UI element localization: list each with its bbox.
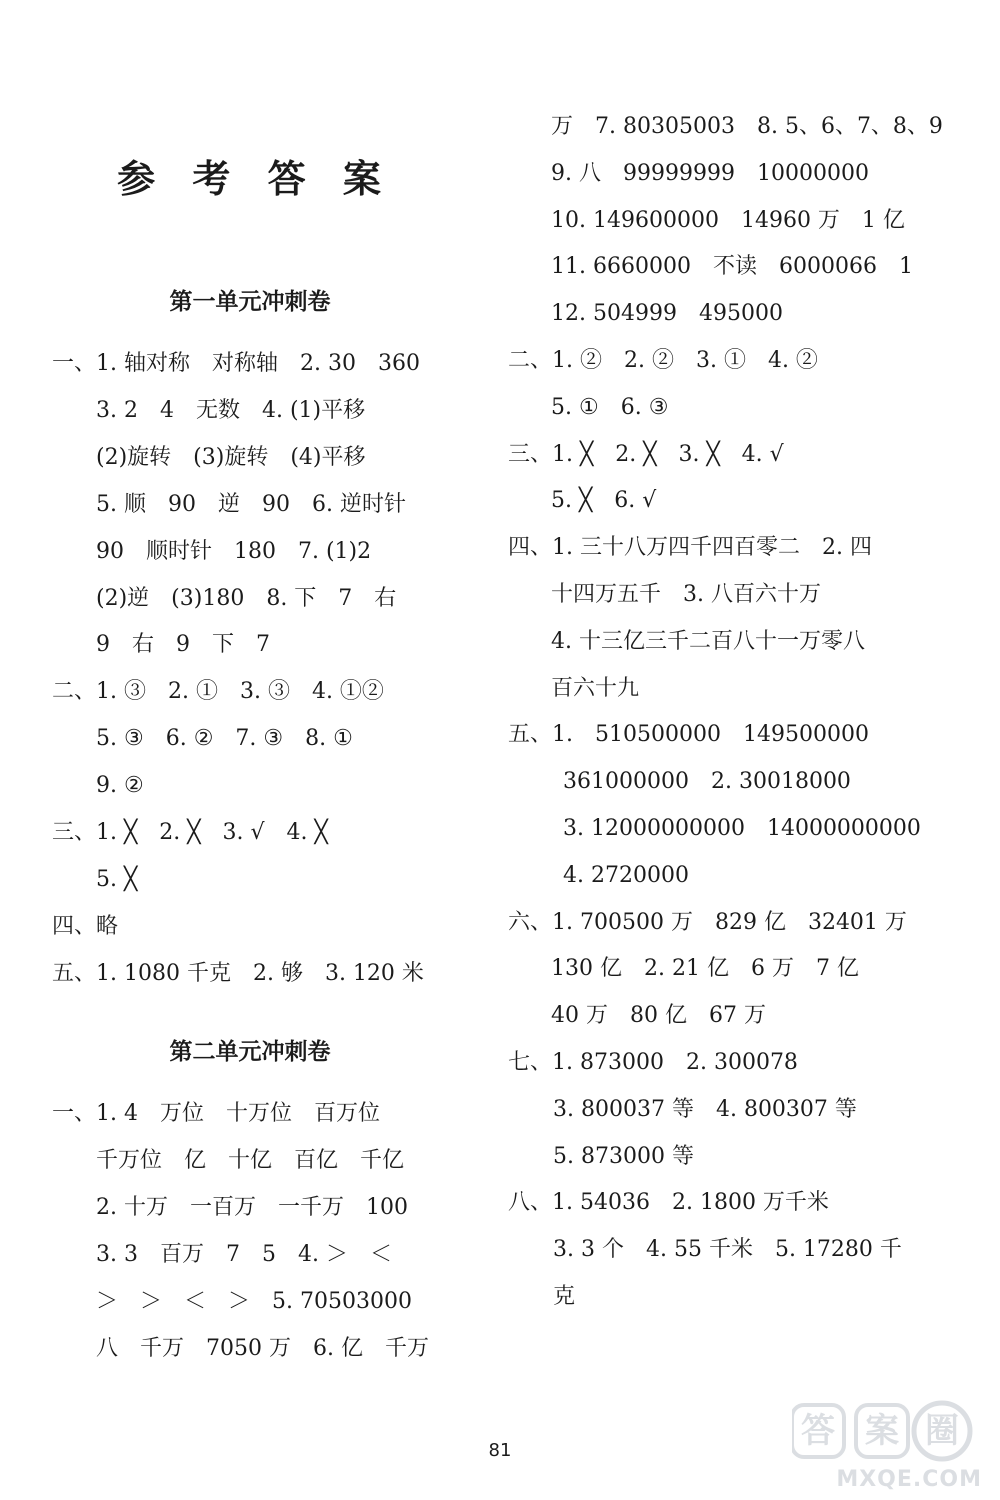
answer-line: (2)逆 (3)180 8. 下 7 右	[96, 585, 397, 611]
watermark-char-3: 圈	[925, 1411, 959, 1451]
answer-line: 90 顺时针 180 7. (1)2	[96, 538, 372, 564]
page-number: 81	[488, 1440, 512, 1461]
answer-line: 四、1. 三十八万四千四百零二 2. 四	[508, 535, 872, 561]
answer-line: 40 万 80 亿 67 万	[551, 1003, 766, 1029]
answer-line: 五、1. 1080 千克 2. 够 3. 120 米	[52, 960, 424, 986]
watermark-char-2: 案	[865, 1411, 899, 1451]
answer-line: 3. 2 4 无数 4. (1)平移	[96, 397, 366, 423]
answer-line: 3. 12000000000 14000000000	[563, 816, 921, 841]
answer-line: 5. ╳	[96, 866, 138, 892]
answer-line: 二、1. ③ 2. ① 3. ③ 4. ①②	[52, 679, 384, 705]
page-title: 参 考 答 案	[117, 156, 393, 201]
answer-line: 3. 800037 等 4. 800307 等	[553, 1096, 857, 1122]
watermark-char-1: 答	[801, 1411, 835, 1451]
answer-line: (2)旋转 (3)旋转 (4)平移	[96, 444, 366, 470]
answer-line: 三、1. ╳ 2. ╳ 3. ╳ 4. √	[508, 441, 784, 467]
watermark-logo	[792, 1397, 982, 1492]
answer-line: 3. 3 百万 7 5 4. ＞ ＜	[96, 1241, 392, 1267]
answer-line: 五、1. 510500000 149500000	[508, 722, 869, 748]
answer-line: 一、1. 4 万位 十万位 百万位	[52, 1101, 380, 1126]
answer-line: 10. 149600000 14960 万 1 亿	[551, 207, 905, 233]
answer-line: 9. 八 99999999 10000000	[551, 160, 869, 186]
answer-line: 2. 十万 一百万 一千万 100	[96, 1194, 408, 1220]
answer-line: 5. ① 6. ③	[551, 394, 669, 420]
answer-line: 5. 873000 等	[553, 1143, 694, 1169]
section-title-unit2: 第二单元冲刺卷	[169, 1039, 331, 1065]
answer-line: ＞ ＞ ＜ ＞ 5. 70503000	[96, 1288, 412, 1314]
answer-line: 四、略	[52, 913, 119, 939]
answer-line: 5. ╳ 6. √	[551, 488, 657, 514]
answer-line: 六、1. 700500 万 829 亿 32401 万	[508, 909, 907, 935]
answer-line: 11. 6660000 不读 6000066 1	[551, 254, 913, 280]
answer-line: 八 千万 7050 万 6. 亿 千万	[96, 1335, 429, 1361]
answer-line: 八、1. 54036 2. 1800 万千米	[508, 1190, 829, 1216]
answer-line: 5. ③ 6. ② 7. ③ 8. ①	[96, 726, 353, 752]
answer-line: 克	[553, 1284, 576, 1309]
answer-line: 万 7. 80305003 8. 5、6、7、8、9	[551, 114, 943, 139]
answer-line: 一、1. 轴对称 对称轴 2. 30 360	[52, 351, 420, 376]
answer-line: 130 亿 2. 21 亿 6 万 7 亿	[551, 956, 859, 982]
answer-line: 4. 2720000	[563, 862, 689, 888]
section-title-unit1: 第一单元冲刺卷	[169, 289, 331, 315]
answer-line: 9 右 9 下 7	[96, 632, 270, 658]
answer-line: 3. 3 个 4. 55 千米 5. 17280 千	[553, 1237, 902, 1263]
answer-line: 361000000 2. 30018000	[563, 769, 851, 795]
answer-line: 三、1. ╳ 2. ╳ 3. √ 4. ╳	[52, 820, 328, 845]
answer-line: 七、1. 873000 2. 300078	[508, 1050, 798, 1075]
answer-line: 5. 顺 90 逆 90 6. 逆时针	[96, 491, 406, 517]
watermark-url: MXQE.COM	[836, 1467, 982, 1492]
answer-line: 千万位 亿 十亿 百亿 千亿	[96, 1147, 405, 1173]
answer-line: 十四万五千 3. 八百六十万	[551, 582, 821, 607]
answer-line: 9. ②	[96, 773, 144, 799]
answer-line: 二、1. ② 2. ② 3. ① 4. ②	[508, 348, 818, 373]
answer-line: 4. 十三亿三千二百八十一万零八	[551, 628, 865, 654]
watermark-logo-icon	[792, 1397, 982, 1467]
answer-line: 百六十九	[551, 675, 640, 701]
answer-line: 12. 504999 495000	[551, 301, 783, 327]
